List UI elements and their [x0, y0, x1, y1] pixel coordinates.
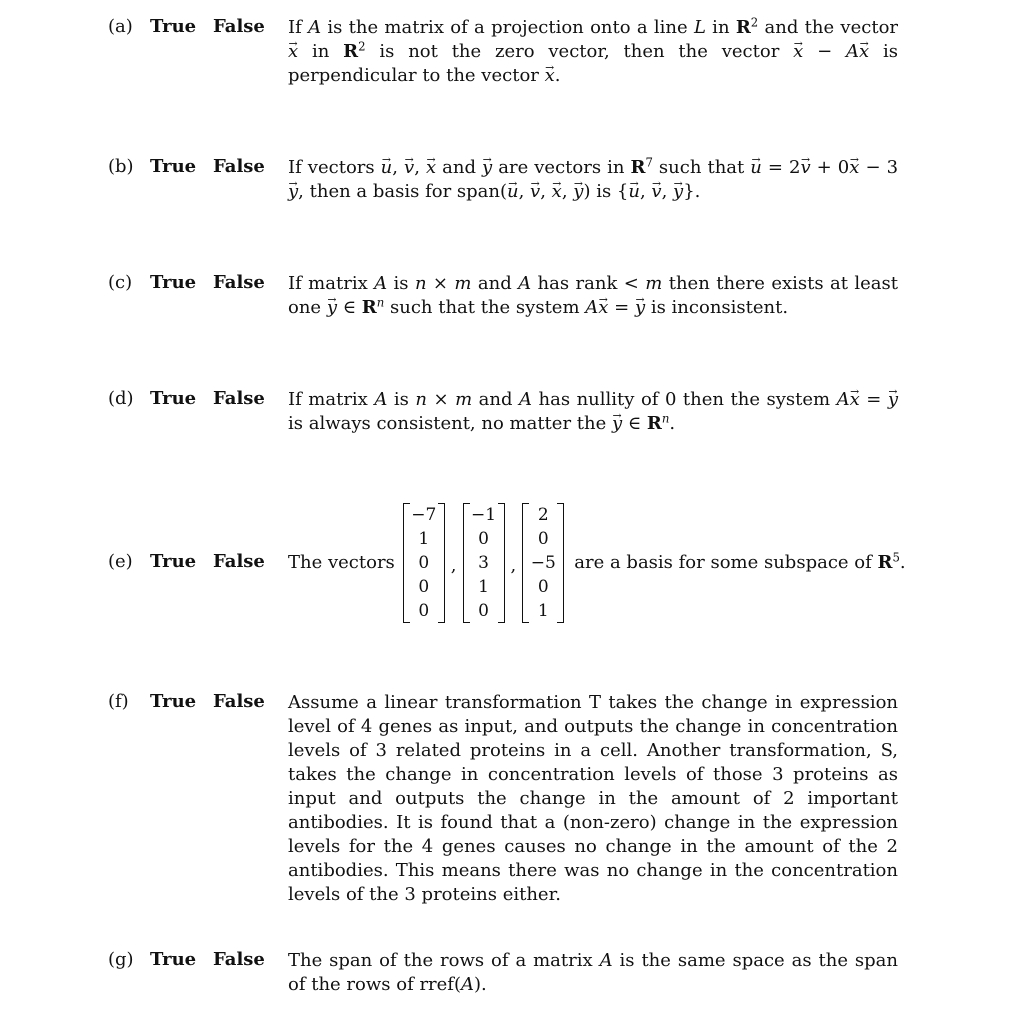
vector-entry: 0	[537, 528, 549, 549]
vector-entry: 2	[537, 504, 549, 525]
vector-entry: 1	[418, 528, 430, 549]
false-option[interactable]: False	[213, 272, 265, 293]
question-text: The vectors −7 1 0 0 0 , −1 0 3 1 0 , 2 0 −5 0 1 are a basis for some subspace of $R^5$.	[288, 504, 906, 621]
question-label: (f)	[108, 691, 129, 712]
question-label: (d)	[108, 388, 134, 409]
vector-entry: 1	[478, 576, 489, 597]
column-vector	[463, 503, 505, 623]
vector-entry: −1	[471, 504, 497, 525]
question-text: The span of the rows of a matrix A is the same space as the span of the rows of rref(A).	[288, 950, 898, 995]
true-option[interactable]: True	[150, 949, 197, 970]
question-label: (a)	[108, 16, 133, 37]
true-option[interactable]: True	[150, 272, 197, 293]
question-label: (b)	[108, 156, 134, 177]
question-text: If matrix A is n × m and A has nullity of 0 then the system A→ x = → y is always consistent, no matter the → y ∈ $R^n$.	[288, 388, 898, 436]
false-option[interactable]: False	[213, 16, 265, 37]
vectors-prefix: The vectors	[288, 552, 395, 573]
question-label: (e)	[108, 551, 133, 572]
question-text: If vectors → u, → v, → x and → y are vectors in $R^7$ such that → u = 2→ v + 0→ x − 3→ y, then a basis for span(→ u, → v, → x, → y) is {→ u, → v, → y}.	[288, 156, 898, 204]
vector-entry: 0	[537, 576, 549, 597]
vector-entry: 3	[478, 552, 489, 573]
question-label: (g)	[108, 949, 134, 970]
question-text: Assume a linear transformation T takes the change in expression level of 4 genes as input, and outputs the change in concentration levels of 3 related proteins in a cell. Another transformation, S, takes the change in concentration levels of those 3 proteins as input and outputs the change in the amount of 2 important antibodies. It is found that a (non-zero) change in the expression levels for the 4 genes causes no change in the amount of the 2 antibodies. This means there was no change in the concentration levels of the 3 proteins either.	[288, 692, 898, 905]
vector-entry: 0	[418, 576, 430, 597]
false-option[interactable]: False	[213, 388, 265, 409]
false-option[interactable]: False	[213, 156, 265, 177]
false-option[interactable]: False	[213, 551, 265, 572]
true-option[interactable]: True	[150, 156, 197, 177]
vector-entry: 1	[537, 600, 549, 621]
column-vector	[522, 503, 564, 623]
question-text: If A is the matrix of a projection onto a line L in $R^2$ and the vector → x in $R^2$ is not the zero vector, then the vector → x − A→ x is perpendicular to the vector → x.	[288, 16, 898, 88]
vector-entry: 0	[478, 528, 489, 549]
false-option[interactable]: False	[213, 691, 265, 712]
vectors-suffix: are a basis for some subspace of	[574, 552, 872, 573]
true-option[interactable]: True	[150, 388, 197, 409]
vector-entry: −5	[530, 552, 556, 573]
vector-entry: 0	[418, 600, 430, 621]
question-label: (c)	[108, 272, 133, 293]
false-option[interactable]: False	[213, 949, 265, 970]
column-vector	[403, 503, 445, 623]
vector-entry: 0	[418, 552, 430, 573]
question-text: If matrix A is n × m and A has rank < m then there exists at least one → y ∈ $R^n$ such that the system A→ x = → y is inconsistent.	[288, 272, 898, 320]
true-option[interactable]: True	[150, 16, 197, 37]
vector-entry: −7	[411, 504, 437, 525]
vector-entry: 0	[478, 600, 489, 621]
true-option[interactable]: True	[150, 691, 197, 712]
true-option[interactable]: True	[150, 551, 197, 572]
